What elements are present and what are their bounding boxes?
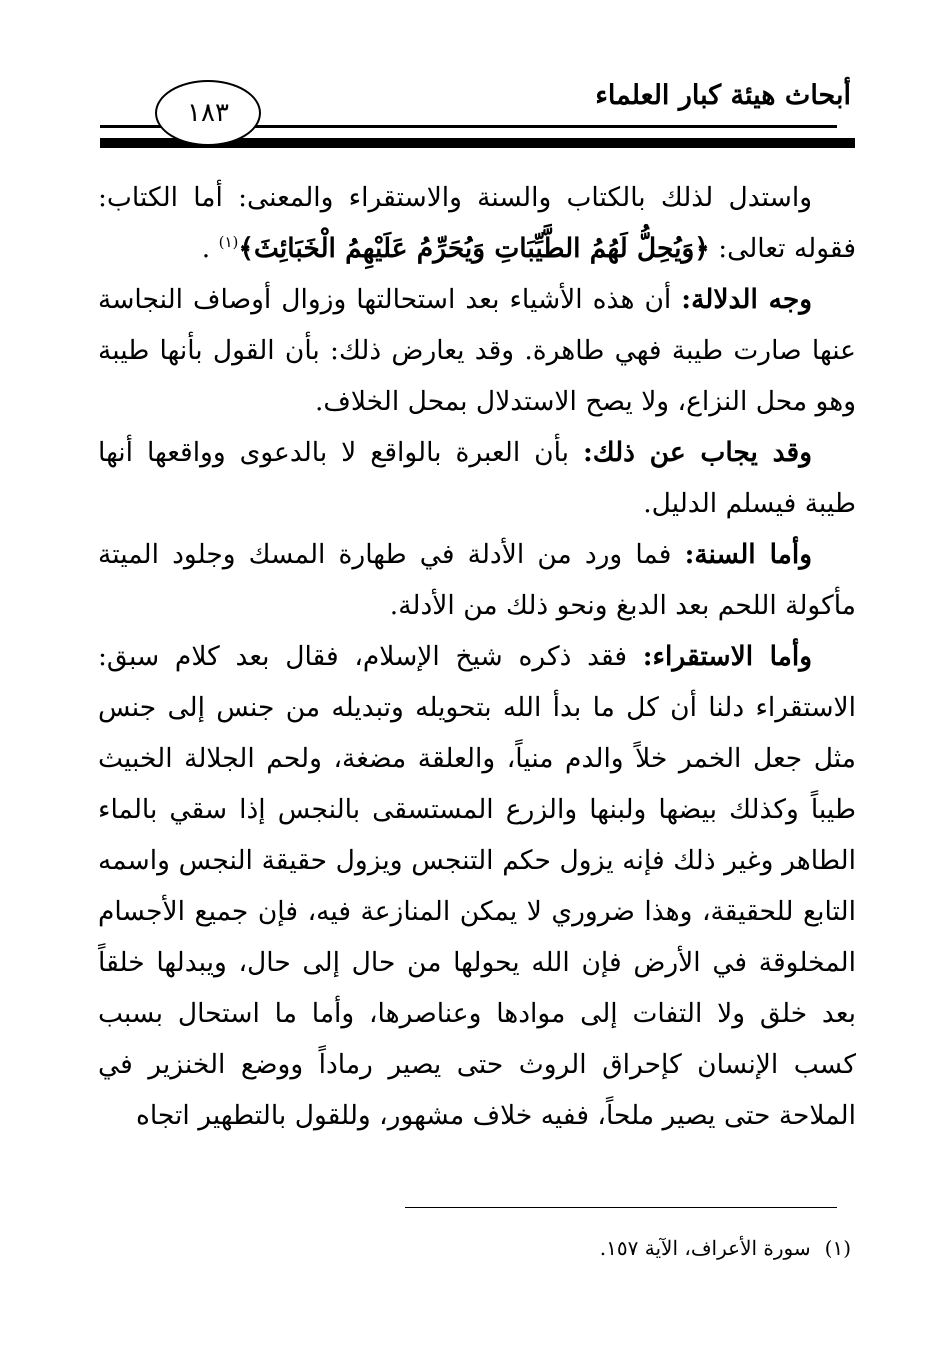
paragraph-text: فقد ذكره شيخ الإسلام، فقال بعد كلام سبق: الاستقراء دلنا أن كل ما بدأ الله بتحويله وتبديله من جنس إلى جنس مثل جعل الخمر خلاً والدم منياً، والعلقة مضغة، ولحم الجلالة الخبيث طيباً وكذلك بيضها ولبنها والزرع المستسقى بالنجس إذا سقي بالماء الطاهر وغير ذلك فإنه يزول حكم التنجس ويزول حقيقة النجس واسمه التابع للحقيقة، وهذا ضروري لا يمكن المنازعة فيه، فإن جميع الأجسام المخلوقة في الأرض فإن الله يحولها من حال إلى حال، ويبدلها خلقاً بعد خلق ولا التفات إلى موادها وعناصرها، وأما ما استحال بسبب كسب الإنسان كإحراق الروث حتى يصير رماداً ووضع الخنزير في الملاحة حتى يصير ملحاً، ففيه خلاف مشهور، وللقول بالتطهير اتجاه [98,641,856,1131]
paragraph-induction [98,631,856,1141]
paragraph-evidence-intro [98,172,856,274]
quran-verse: ﴿وَيُحِلُّ لَهُمُ الطَّيِّبَاتِ وَيُحَرِّمُ عَلَيْهِمُ الْخَبَائِثَ﴾ [238,233,710,264]
paragraph-tail: . [201,233,219,264]
paragraph-text: بأن العبرة بالواقع لا بالدعوى وواقعها أنها طيبة فيسلم الدليل. [98,437,856,519]
paragraph-text: أن هذه الأشياء بعد استحالتها وزوال أوصاف النجاسة عنها صارت طيبة فهي طاهرة. وقد يعارض ذلك: بأن القول بأنها طيبة وهو محل النزاع، ولا يصح الاستدلال بمحل الخلاف. [98,284,856,417]
paragraph-text: واستدل لذلك بالكتاب والسنة والاستقراء والمعنى: أما الكتاب: فقوله تعالى: [98,182,856,264]
footnote [600,1236,851,1260]
page-number: ١٨٣ [155,80,261,146]
paragraph-sunnah [98,529,856,631]
footnote-reference[interactable]: (١) [218,233,239,252]
paragraph-text: فما ورد من الأدلة في طهارة المسك وجلود الميتة مأكولة اللحم بعد الدبغ ونحو ذلك من الأدلة. [98,539,856,621]
footnote-separator [405,1207,837,1208]
running-title: أبحاث هيئة كبار العلماء [595,80,851,111]
footnote-text: سورة الأعراف، الآية ١٥٧. [599,1236,811,1260]
paragraph-heading: وأما السنة: [684,539,812,570]
paragraph-heading: وقد يجاب عن ذلك: [582,437,812,468]
paragraph-response [98,427,856,529]
paragraph-heading: وأما الاستقراء: [642,641,812,672]
footnote-number: (١) [824,1236,851,1260]
paragraph-indication [98,274,856,427]
paragraph-heading: وجه الدلالة: [681,284,813,315]
main-text [98,172,856,1141]
